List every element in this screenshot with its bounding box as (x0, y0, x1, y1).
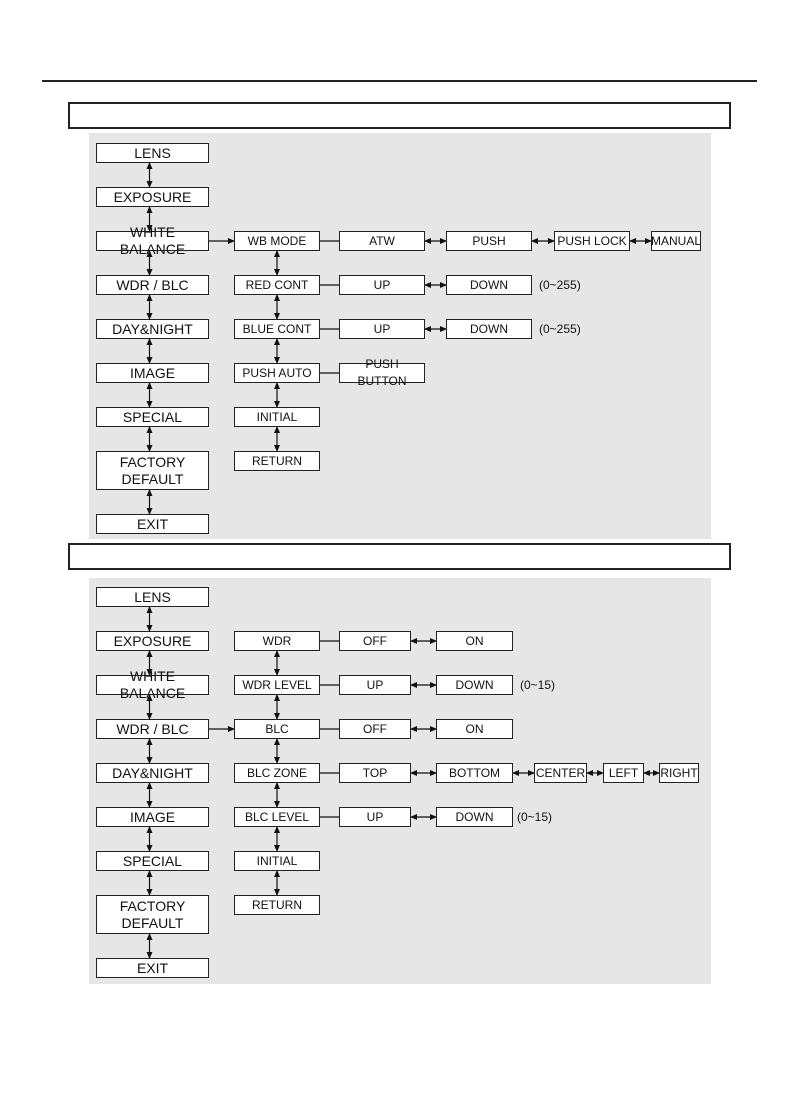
submenu-wb-mode: WB MODE (234, 231, 320, 251)
option-red-up: UP (339, 275, 425, 295)
menu-exposure-2: EXPOSURE (96, 631, 209, 651)
menu-factory-default-2: FACTORY DEFAULT (96, 895, 209, 934)
section-title-bar-2 (68, 543, 731, 570)
menu-image-2: IMAGE (96, 807, 209, 827)
submenu-push-auto: PUSH AUTO (234, 363, 320, 383)
menu-exit-2: EXIT (96, 958, 209, 978)
blc-level-range: (0~15) (517, 810, 553, 824)
menu-exposure: EXPOSURE (96, 187, 209, 207)
option-blc-level-down: DOWN (436, 807, 513, 827)
submenu-return: RETURN (234, 451, 320, 471)
option-blc-level-up: UP (339, 807, 411, 827)
option-wdr-level-up: UP (339, 675, 411, 695)
menu-image: IMAGE (96, 363, 209, 383)
menu-wdr-blc: WDR / BLC (96, 275, 209, 295)
option-blue-up: UP (339, 319, 425, 339)
option-push: PUSH (446, 231, 532, 251)
menu-exit: EXIT (96, 514, 209, 534)
option-wdr-on: ON (436, 631, 513, 651)
option-blc-zone-top: TOP (339, 763, 411, 783)
option-push-button: PUSH BUTTON (339, 363, 425, 383)
submenu-initial-2: INITIAL (234, 851, 320, 871)
menu-special: SPECIAL (96, 407, 209, 427)
submenu-initial: INITIAL (234, 407, 320, 427)
menu-factory-default: FACTORY DEFAULT (96, 451, 209, 490)
option-blc-zone-left: LEFT (603, 763, 644, 783)
submenu-blc: BLC (234, 719, 320, 739)
option-blc-zone-right: RIGHT (659, 763, 699, 783)
blue-cont-range: (0~255) (539, 322, 581, 336)
option-blc-on: ON (436, 719, 513, 739)
menu-lens: LENS (96, 143, 209, 163)
menu-white-balance-2: WHITE BALANCE (96, 675, 209, 695)
option-manual: MANUAL (651, 231, 701, 251)
option-wdr-level-down: DOWN (436, 675, 513, 695)
menu-white-balance: WHITE BALANCE (96, 231, 209, 251)
menu-wdr-blc-2: WDR / BLC (96, 719, 209, 739)
submenu-wdr-level: WDR LEVEL (234, 675, 320, 695)
submenu-blue-cont: BLUE CONT (234, 319, 320, 339)
menu-special-2: SPECIAL (96, 851, 209, 871)
option-blc-zone-bottom: BOTTOM (436, 763, 513, 783)
option-wdr-off: OFF (339, 631, 411, 651)
submenu-blc-zone: BLC ZONE (234, 763, 320, 783)
submenu-blc-level: BLC LEVEL (234, 807, 320, 827)
option-red-down: DOWN (446, 275, 532, 295)
option-atw: ATW (339, 231, 425, 251)
submenu-wdr: WDR (234, 631, 320, 651)
option-blue-down: DOWN (446, 319, 532, 339)
wdr-level-range: (0~15) (520, 678, 556, 692)
menu-day-night: DAY&NIGHT (96, 319, 209, 339)
option-push-lock: PUSH LOCK (554, 231, 630, 251)
menu-day-night-2: DAY&NIGHT (96, 763, 209, 783)
section-title-bar-1 (68, 102, 731, 129)
submenu-red-cont: RED CONT (234, 275, 320, 295)
top-rule (42, 80, 757, 82)
option-blc-zone-center: CENTER (534, 763, 587, 783)
submenu-return-2: RETURN (234, 895, 320, 915)
menu-lens-2: LENS (96, 587, 209, 607)
red-cont-range: (0~255) (539, 278, 581, 292)
option-blc-off: OFF (339, 719, 411, 739)
